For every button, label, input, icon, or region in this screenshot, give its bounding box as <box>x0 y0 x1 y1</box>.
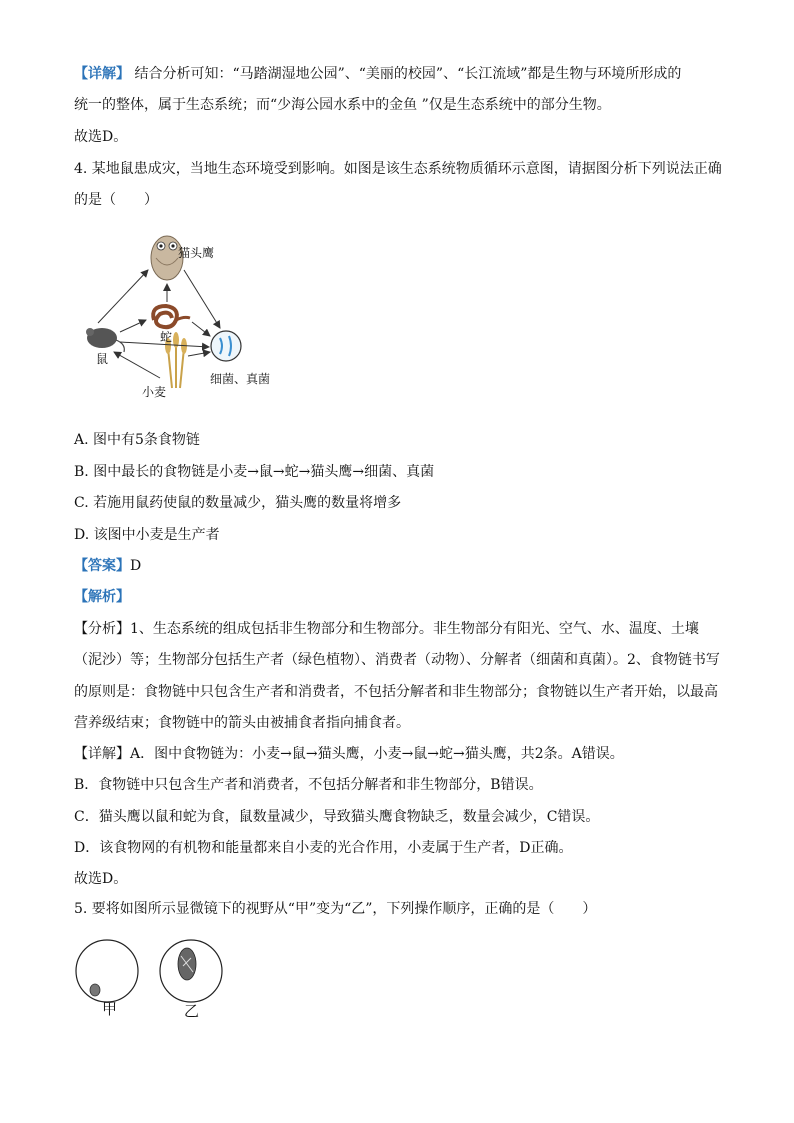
q4-stem-line2: 的是（ ） <box>74 192 158 208</box>
fenxi-line4: 营养级结束；食物链中的箭头由被捕食者指向捕食者。 <box>74 715 410 731</box>
detail-c-line: C．猫头鹰以鼠和蛇为食，鼠数量减少，导致猫头鹰食物缺乏，数量会减少，C错误。 <box>74 809 600 825</box>
answer-value: D <box>130 558 142 574</box>
arrow-mouse-to-snake <box>120 320 146 332</box>
analysis-tag: 【解析】 <box>74 589 130 605</box>
view-yi <box>160 940 222 1002</box>
arrow-mouse-to-owl <box>98 270 148 323</box>
detail-d-line: D．该食物网的有机物和能量都来自小麦的光合作用，小麦属于生产者，D正确。 <box>74 840 573 856</box>
detail-a-text: A．图中食物链为：小麦→鼠→猫头鹰，小麦→鼠→蛇→猫头鹰，共2条。A错误。 <box>130 746 624 762</box>
view-jia <box>76 940 138 1002</box>
analysis-line <box>74 587 130 607</box>
bacteria-fungi-icon <box>211 331 241 361</box>
option-b: B. 图中最长的食物链是小麦→鼠→蛇→猫头鹰→细菌、真菌 <box>74 464 435 480</box>
label-wheat: 小麦 <box>142 385 167 399</box>
arrow-wheat-to-decomposer <box>188 352 210 356</box>
fenxi-line3: 的原则是：食物链中只包含生产者和消费者，不包括分解者和非生物部分；食物链以生产者开始，以最高 <box>74 684 718 700</box>
label-decomposer: 细菌、真菌 <box>210 372 271 386</box>
q3-detail-line1 <box>74 64 681 84</box>
label-mouse: 鼠 <box>96 352 109 366</box>
answer-line <box>74 556 141 576</box>
fenxi-line2: （泥沙）等；生物部分包括生产者（绿色植物）、消费者（动物）、分解者（细菌和真菌）。2、食物链书写 <box>74 652 720 668</box>
q5-stem: 5. 要将如图所示显微镜下的视野从“甲”变为“乙”，下列操作顺序，正确的是（ ） <box>74 901 597 917</box>
detail-b-line: B．食物链中只包含生产者和消费者，不包括分解者和非生物部分，B错误。 <box>74 777 543 793</box>
detail-tag-q4: 【详解】 <box>74 746 130 762</box>
answer-tag: 【答案】 <box>74 558 130 574</box>
q4-stem-line1: 4. 某地鼠患成灾，当地生态环境受到影响。如图是该生态系统物质循环示意图，请据图分析下列说法正确 <box>74 161 722 177</box>
microscope-view-figure <box>74 938 234 1018</box>
q3-detail-line2: 统一的整体，属于生态系统；而“少海公园水系中的金鱼 ”仅是生态系统中的部分生物。 <box>74 97 611 113</box>
label-yi: 乙 <box>184 1002 200 1020</box>
mouse-icon <box>86 328 124 352</box>
arrow-snake-to-decomposer <box>192 322 210 336</box>
option-c: C. 若施用鼠药使鼠的数量减少，猫头鹰的数量将增多 <box>74 495 402 511</box>
q4-choose: 故选D。 <box>74 871 128 887</box>
label-jia: 甲 <box>102 1000 118 1018</box>
option-a: A. 图中有5条食物链 <box>74 432 200 448</box>
fenxi-line1 <box>74 619 699 639</box>
fenxi-text1: 1、生态系统的组成包括非生物部分和生物部分。非生物部分有阳光、空气、水、温度、土壤 <box>130 621 699 637</box>
detail-text: 结合分析可知：“马踏湖湿地公园”、“美丽的校园”、“长江流域”都是生物与环境所形成的 <box>134 66 682 82</box>
option-d: D. 该图中小麦是生产者 <box>74 527 220 543</box>
detail-a-line <box>74 744 624 764</box>
q3-choose: 故选D。 <box>74 129 128 145</box>
fenxi-tag: 【分析】 <box>74 621 130 637</box>
snake-icon <box>153 306 190 327</box>
arrow-wheat-to-mouse <box>114 352 160 378</box>
label-snake: 蛇 <box>160 330 173 344</box>
label-owl: 猫头鹰 <box>178 246 215 260</box>
detail-tag: 【详解】 <box>74 66 130 82</box>
